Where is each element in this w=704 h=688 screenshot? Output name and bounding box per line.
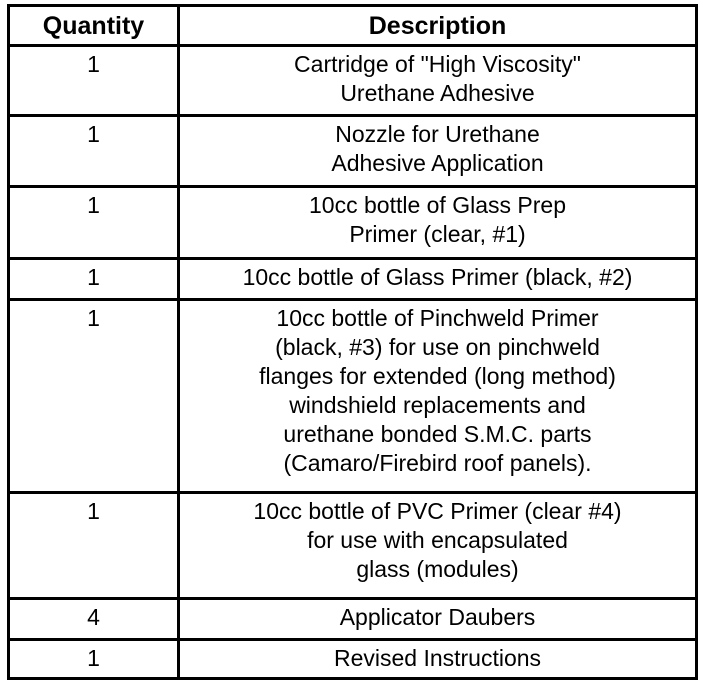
- description-line: Primer (clear, #1): [349, 220, 526, 247]
- description-line: 10cc bottle of PVC Primer (clear #4): [253, 498, 622, 525]
- description-line: Adhesive Application: [331, 150, 544, 177]
- description-line: for use with encapsulated: [307, 527, 568, 554]
- description-cell: [179, 640, 697, 679]
- quantity-header: Quantity: [9, 6, 179, 46]
- description-cell: [179, 493, 697, 599]
- table-row: [9, 299, 697, 493]
- description-cell: [179, 259, 697, 300]
- quantity-cell: 1: [9, 299, 179, 493]
- description-line: (Camaro/Firebird roof panels).: [283, 449, 592, 476]
- table-row: [9, 116, 697, 186]
- description-cell: [179, 116, 697, 186]
- description-line: glass (modules): [356, 556, 519, 583]
- table-row: [9, 259, 697, 300]
- table-row: [9, 186, 697, 258]
- description-line: Revised Instructions: [333, 645, 542, 672]
- description-cell: [179, 186, 697, 258]
- description-line: Applicator Daubers: [339, 604, 536, 631]
- quantity-cell: 1: [9, 493, 179, 599]
- description-line: (black, #3) for use on pinchweld: [275, 333, 600, 360]
- parts-table: [7, 4, 698, 680]
- description-cell: [179, 46, 697, 116]
- table-header-row: [9, 6, 697, 46]
- quantity-cell: 4: [9, 599, 179, 640]
- description-line: 10cc bottle of Glass Primer (black, #2): [242, 264, 633, 291]
- description-line: flanges for extended (long method): [259, 362, 616, 389]
- description-line: Nozzle for Urethane: [335, 121, 540, 148]
- description-cell: [179, 299, 697, 493]
- parts-table-container: [7, 4, 695, 680]
- quantity-cell: 1: [9, 259, 179, 300]
- description-line: Urethane Adhesive: [340, 80, 535, 106]
- quantity-cell: 1: [9, 186, 179, 258]
- quantity-cell: 1: [9, 640, 179, 679]
- description-line: 10cc bottle of Glass Prep: [309, 191, 566, 218]
- table-row: [9, 599, 697, 640]
- table-row: [9, 493, 697, 599]
- quantity-cell: 1: [9, 116, 179, 186]
- table-row: [9, 46, 697, 116]
- description-line: Cartridge of "High Viscosity": [294, 51, 581, 77]
- description-line: windshield replacements and: [289, 391, 586, 418]
- description-line: urethane bonded S.M.C. parts: [283, 420, 592, 447]
- description-cell: [179, 599, 697, 640]
- description-line: 10cc bottle of Pinchweld Primer: [276, 304, 599, 331]
- quantity-cell: 1: [9, 46, 179, 116]
- table-row: [9, 640, 697, 679]
- description-header: Description: [179, 6, 697, 46]
